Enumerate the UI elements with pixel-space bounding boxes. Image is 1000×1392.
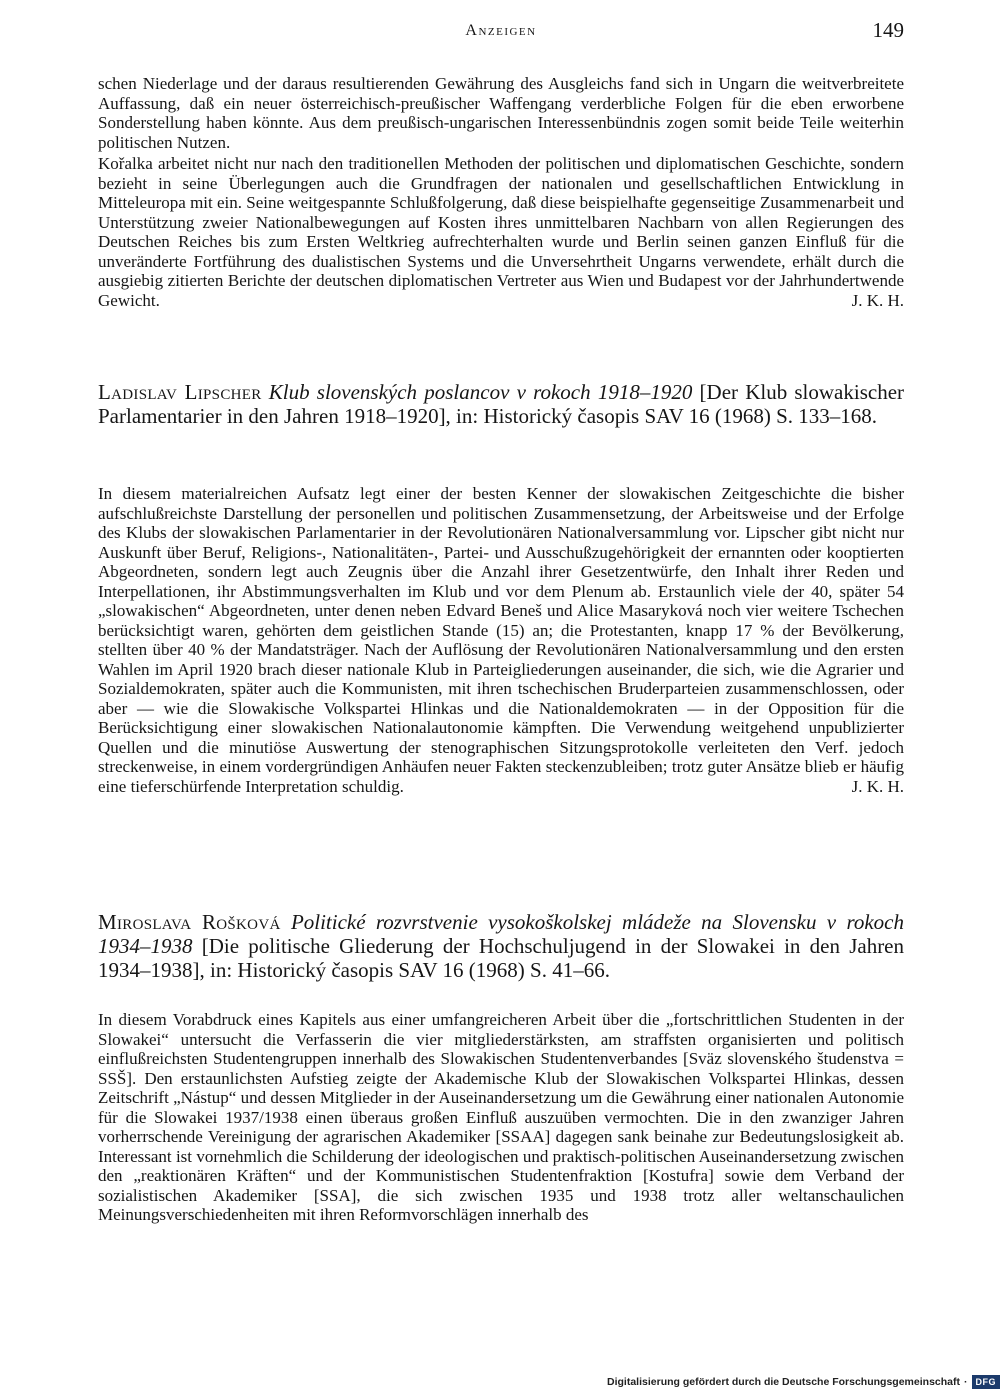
review-2-signature: J. K. H. [851,776,904,796]
page-header [98,18,904,48]
review-1-text-2: Kořalka arbeitet nicht nur nach den traditionellen Methoden der politischen und diplomatischen Geschichte, sondern bezieht in seine Überlegungen auch die Grundfragen der nationalen und gesellschaftlichen Entwicklung in Mitteleuropa mit ein. Seine weitgespannte Schlußfolgerung, daß diese beispielhafte gegenseitige Zusammenarbeit und Unterstützung zweier Nationalbewegungen auf Kosten ihres unmittelbaren Nachbarn von allen Regierungen des Deutschen Reiches bis zum Ersten Weltkrieg aufrechterhalten wurde und Berlin seinen ganzen Einfluß für die unveränderte Fortführung des dualistischen Systems und die Unversehrtheit Ungarns verwendete, erhält durch die ausgiebig zitierten Berichte der deutschen diplomatischen Vertreter aus Wien und Budapest vor der Jahrhundertwende Gewicht. [98,154,904,310]
review-2-body [98,484,904,796]
running-head: Anzeigen [465,22,537,39]
digitization-footer [607,1372,1000,1392]
review-2-text: In diesem materialreichen Aufsatz legt einer der besten Kenner der slowakischen Zeitgeschichte die bisher aufschlußreichste Darstellung der personellen und politischen Zusammensetzung, der Arbeitsweise und der Erfolge des Klubs der slowakischen Parlamentarier in der Revolutionären Nationalversammlung vor. Lipscher gibt nicht nur Auskunft über Beruf, Religions-, Nationalitäten-, Partei- und Ausschußzugehörigkeit der ernannten oder kooptierten Abgeordneten, sondern legt auch Zeugnis über die Anzahl ihrer Gesetzentwürfe, den Inhalt ihrer Reden und Interpellationen, ihr Abstimmungsverhalten im Klub und vor dem Plenum ab. Erstaunlich viele der 40, später 54 „slowakischen“ Abgeordneten, unter denen neben Edvard Beneš und Alice Masaryková noch vier weitere Tschechen berücksichtigt waren, gehörten dem geistlichen Stande (15) an; die Protestanten, knapp 17 % der Bevölkerung, stellten über 40 % der Mandatsträger. Nach der Auflösung der Revolutionären Nationalversammlung und den ersten Wahlen im April 1920 brach dieser nationale Klub in Parteigliederungen auseinander, die sich, wie die Agrarier und Sozialdemokraten, später auch die Kommunisten, mit ihren tschechischen Bruderparteien zusammenschlossen, oder aber — wie die Slowakische Volkspartei Hlinkas und die Nationaldemokraten — in der Opposition für die Berücksichtigung einer slowakischen Nationalautonomie kämpften. Die Verwendung weitgehend unpublizierter Quellen und die minutiöse Auswertung der stenographischen Sitzungsprotokolle verleiteten den Verf. jedoch streckenweise, in einem vordergründigen Anhäufen neuer Fakten steckenzubleiben; trotz guter Ansätze blieb er häufig eine tieferschürfende Interpretation schuldig. [98,484,904,796]
review-3-heading [98,910,904,982]
page-number: 149 [872,18,904,42]
review-3-author: Miroslava Rošková [98,910,281,934]
review-2-title: Klub slovenských poslancov v rokoch 1918–1920 [268,380,693,404]
review-3-citation: [Die politische Gliederung der Hochschuljugend in der Slowakei in den Jahren 1934–1938], in: Historický časopis SAV 16 (1968) S. 41–66. [98,934,905,982]
review-2-heading [98,380,904,428]
review-1-paragraph-2 [98,154,904,310]
review-1-text-1: schen Niederlage und der daraus resultierenden Gewährung des Ausgleichs fand sich in Ungarn die weitverbreitete Auffassung, daß ein neuer österreichisch-preußischer Waffengang verderbliche Folgen für die eben erworbene Sonderstellung haben könnte. Aus dem preußisch-ungarischen Interessenbündnis zogen somit beide Teile weiterhin politischen Nutzen. [98,74,904,152]
review-3-body [98,1010,904,1225]
footer-separator: · [964,1376,968,1388]
review-2-author: Ladislav Lipscher [98,380,262,404]
dfg-logo: DFG [972,1375,1000,1389]
review-3-title: Politické rozvrstvenie vysokoškolskej mládeže na Slovensku v rokoch 1934–1938 [98,910,904,958]
review-3-text: In diesem Vorabdruck eines Kapitels aus einer umfangreicheren Arbeit über die „fortschrittlichen Studenten in der Slowakei“ untersucht die Verfasserin die vier mitgliederstärksten, am straffsten organisierten und politisch einflußreichsten Studentengruppen innerhalb des Slowakischen Studentenverbandes [Sväz slovenského študenstva = SSŠ]. Den erstaunlichsten Aufstieg zeigte der Akademische Klub der Slowakischen Volkspartei Hlinkas, dessen Zeitschrift „Nástup“ und dessen Mitglieder in der Auseinandersetzung um die Gewährung einer nationalen Autonomie für die Slowakei 1937/1938 einen überaus großen Einfluß auszuüben vermochten. Die in den zwanziger Jahren vorherrschende Vereinigung der agrarischen Akademiker [SSAA] dagegen sank beinahe zur Bedeutungslosigkeit ab. Interessant ist vornehmlich die Schilderung der ideologischen und praktisch-politischen Auseinandersetzung zwischen den „reaktionären Kräften“ und der Kommunistischen Studentenfraktion [Kostufra] sowie dem Verband der sozialistischen Akademiker [SSA], die sich zwischen 1935 und 1938 trotz aller weltanschaulichen Meinungsverschiedenheiten mit ihren Reformvorschlägen innerhalb des [98,1010,904,1224]
review-1-paragraph-1 [98,74,904,152]
review-2-citation: [Der Klub slowakischer Parlamentarier in den Jahren 1918–1920], in: Historický časopis SAV 16 (1968) S. 133–168. [98,380,905,428]
review-1-signature: J. K. H. [851,290,904,310]
funding-note: Digitalisierung gefördert durch die Deutsche Forschungsgemeinschaft [607,1376,960,1388]
